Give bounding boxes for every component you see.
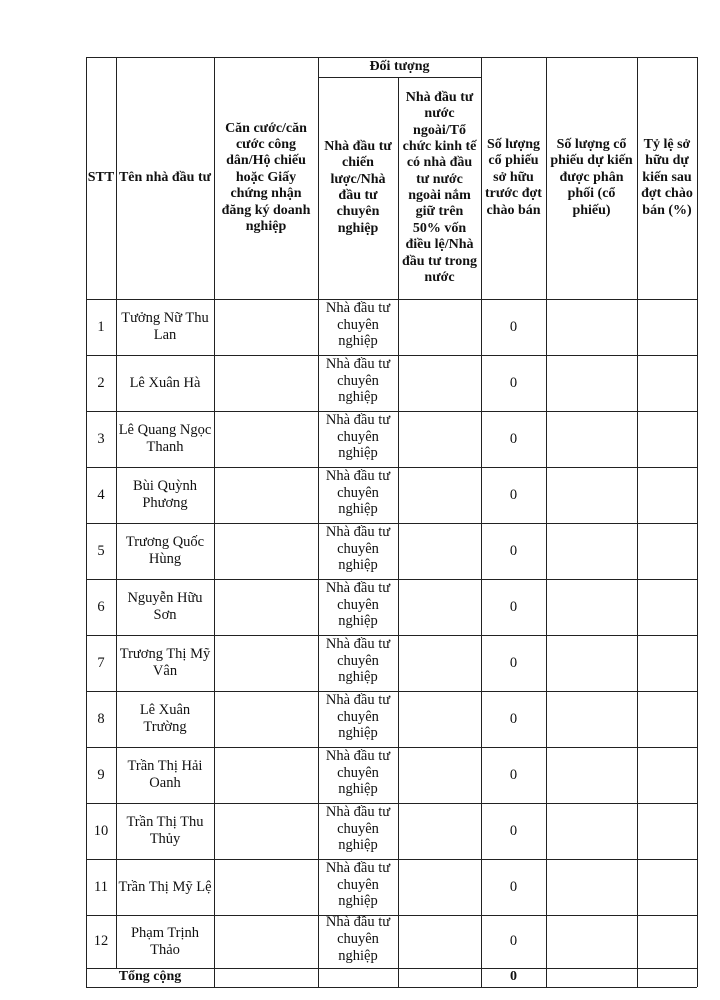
row-ratio-after: [637, 915, 697, 968]
header-subject-group: Đối tượng: [369, 58, 430, 74]
row-investor-name: Nguyễn Hữu Sơn: [127, 590, 203, 623]
total-label: Tổng cộng: [118, 969, 182, 985]
row-investor-name: Trương Quốc Hùng: [125, 534, 205, 567]
row-id-document: [214, 467, 318, 523]
row-shares-allocated: [546, 579, 637, 635]
header-investor-name: Tên nhà đầu tư: [118, 169, 212, 185]
row-shares-before: 0: [509, 710, 518, 727]
total-shares-before: 0: [510, 969, 517, 985]
header-stt: STT: [87, 169, 115, 185]
row-foreign-type: [398, 859, 481, 915]
row-foreign-type: [398, 299, 481, 355]
row-shares-allocated: [546, 747, 637, 803]
row-investor-type: Nhà đầu tư chuyên nghiệp: [325, 747, 391, 798]
row-shares-allocated: [546, 915, 637, 968]
row-investor-type: Nhà đầu tư chuyên nghiệp: [325, 467, 391, 518]
row-foreign-type: [398, 411, 481, 467]
row-shares-allocated: [546, 467, 637, 523]
row-id-document: [214, 691, 318, 747]
row-id-document: [214, 579, 318, 635]
header-id-document: Căn cước/căn cước công dân/Hộ chiếu hoặc Giấy chứng nhận đăng ký doanh nghiệp: [221, 120, 311, 234]
row-shares-before: 0: [509, 430, 518, 447]
row-stt: 8: [97, 710, 105, 727]
row-investor-name: Bùi Quỳnh Phương: [132, 478, 198, 511]
row-ratio-after: [637, 691, 697, 747]
row-investor-name: Trần Thị Mỹ Lệ: [118, 878, 212, 895]
row-stt: 5: [97, 542, 105, 559]
row-stt: 3: [97, 430, 105, 447]
row-stt: 4: [97, 486, 105, 503]
row-foreign-type: [398, 355, 481, 411]
row-investor-type: Nhà đầu tư chuyên nghiệp: [325, 355, 391, 406]
row-ratio-after: [637, 411, 697, 467]
row-shares-before: 0: [509, 542, 518, 559]
row-shares-before: 0: [509, 318, 518, 335]
row-ratio-after: [637, 523, 697, 579]
row-shares-allocated: [546, 859, 637, 915]
row-id-document: [214, 299, 318, 355]
row-id-document: [214, 915, 318, 968]
row-shares-before: 0: [509, 598, 518, 615]
row-investor-name: Phạm Trịnh Thảo: [130, 924, 200, 958]
row-id-document: [214, 635, 318, 691]
row-id-document: [214, 747, 318, 803]
row-id-document: [214, 355, 318, 411]
row-id-document: [214, 523, 318, 579]
row-id-document: [214, 859, 318, 915]
row-investor-name: Lê Xuân Trường: [139, 702, 191, 735]
row-investor-type: Nhà đầu tư chuyên nghiệp: [325, 914, 391, 964]
row-investor-name: Trương Thị Mỹ Vân: [119, 646, 211, 679]
row-investor-type: Nhà đầu tư chuyên nghiệp: [325, 299, 391, 350]
row-stt: 2: [97, 374, 105, 391]
row-investor-type: Nhà đầu tư chuyên nghiệp: [325, 635, 391, 686]
row-shares-before: 0: [509, 878, 518, 895]
row-stt: 6: [97, 598, 105, 615]
row-ratio-after: [637, 579, 697, 635]
table-border-right: [697, 57, 698, 987]
row-shares-before: 0: [509, 374, 518, 391]
row-foreign-type: [398, 467, 481, 523]
row-stt: 11: [94, 878, 108, 895]
row-ratio-after: [637, 355, 697, 411]
row-ratio-after: [637, 859, 697, 915]
table-border-bottom: [86, 987, 697, 988]
header-shares-allocated: Số lượng cổ phiếu dự kiến được phân phối (cổ phiếu): [550, 137, 633, 218]
row-shares-allocated: [546, 299, 637, 355]
row-stt: 7: [97, 654, 105, 671]
row-shares-before: 0: [509, 654, 518, 671]
row-shares-allocated: [546, 523, 637, 579]
row-investor-type: Nhà đầu tư chuyên nghiệp: [325, 523, 391, 574]
row-foreign-type: [398, 747, 481, 803]
row-investor-type: Nhà đầu tư chuyên nghiệp: [325, 859, 391, 910]
row-foreign-type: [398, 915, 481, 968]
row-ratio-after: [637, 299, 697, 355]
row-investor-type: Nhà đầu tư chuyên nghiệp: [325, 803, 391, 854]
header-strategic-investor: Nhà đầu tư chiến lược/Nhà đầu tư chuyên nghiệp: [324, 138, 392, 236]
row-stt: 1: [97, 318, 105, 335]
row-shares-before: 0: [509, 486, 518, 503]
row-id-document: [214, 411, 318, 467]
row-shares-allocated: [546, 803, 637, 859]
row-foreign-type: [398, 579, 481, 635]
row-foreign-type: [398, 691, 481, 747]
row-ratio-after: [637, 635, 697, 691]
row-shares-before: 0: [509, 933, 518, 950]
row-investor-type: Nhà đầu tư chuyên nghiệp: [325, 579, 391, 630]
header-ratio-after: Tỷ lệ sở hữu dự kiến sau đợt chào bán (%): [641, 137, 693, 218]
row-shares-allocated: [546, 691, 637, 747]
row-investor-name: Trần Thị Thu Thủy: [126, 814, 204, 847]
row-shares-allocated: [546, 355, 637, 411]
row-shares-allocated: [546, 635, 637, 691]
row-stt: 10: [93, 822, 109, 839]
row-investor-type: Nhà đầu tư chuyên nghiệp: [325, 691, 391, 742]
row-investor-name: Lê Quang Ngọc Thanh: [118, 422, 212, 455]
row-investor-name: Tưởng Nữ Thu Lan: [121, 310, 209, 343]
row-foreign-type: [398, 635, 481, 691]
row-foreign-type: [398, 523, 481, 579]
row-shares-before: 0: [509, 766, 518, 783]
row-investor-name: Trần Thị Hải Oanh: [127, 758, 203, 791]
header-shares-before: Số lượng cổ phiếu sở hữu trước đợt chào bán: [485, 137, 542, 218]
row-foreign-type: [398, 803, 481, 859]
row-shares-allocated: [546, 411, 637, 467]
row-stt: 12: [93, 933, 109, 950]
row-ratio-after: [637, 467, 697, 523]
row-investor-name: Lê Xuân Hà: [129, 374, 201, 391]
row-ratio-after: [637, 803, 697, 859]
header-foreign-investor: Nhà đầu tư nước ngoài/Tổ chức kinh tế có nhà đầu tư nước ngoài nắm giữ trên 50% vốn điều lệ/Nhà đầu tư trong nước: [401, 89, 478, 285]
row-ratio-after: [637, 747, 697, 803]
row-investor-type: Nhà đầu tư chuyên nghiệp: [325, 411, 391, 462]
row-stt: 9: [97, 766, 105, 783]
row-id-document: [214, 803, 318, 859]
row-shares-before: 0: [509, 822, 518, 839]
